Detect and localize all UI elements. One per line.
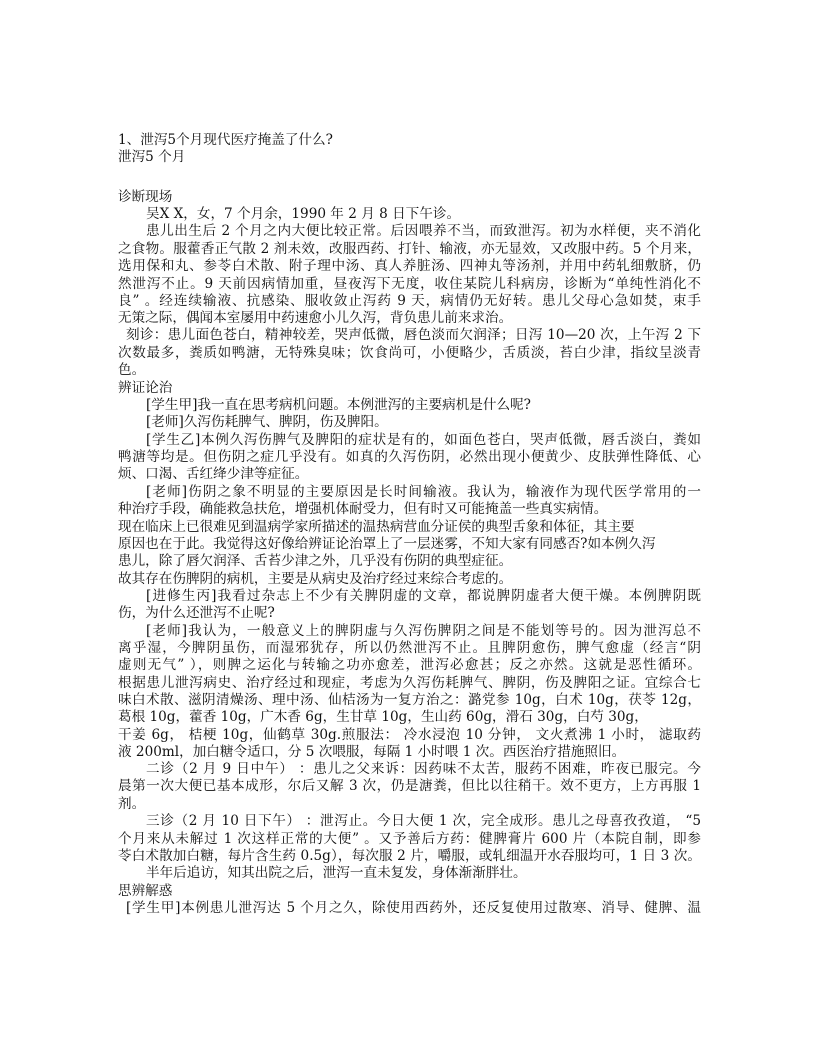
body-line: 半年后追访，知其出院之后，泄泻一直未复发，身体渐渐胖壮。: [146, 865, 527, 881]
body-line: 之食物。服藿香正气散 2 剂未效，改服西药、打针、输液，亦无显效，又改服中药。5 个月来，: [118, 241, 701, 257]
body-line: 剂。: [118, 796, 146, 812]
body-line: 苓白术散加白糖，每片含生药 0.5g），每次服 2 片，嚼服，或轧细温开水吞服均可，1 日 3 次。: [118, 848, 701, 864]
body-line: 三诊（2 月 10 日下午） ：泄泻止。今日大便 1 次，完全成形。患儿之母喜孜孜道， “5: [146, 813, 701, 829]
body-line: [老师]我认为，一般意义上的脾阴虚与久泻伤脾阴之间是不能划等号的。因为泄泻总不: [146, 623, 701, 639]
body-line: 诊断现场: [118, 189, 173, 205]
body-line: 辨证论治: [118, 380, 173, 396]
body-line: 晨第一次大便已基本成形，尔后又解 3 次，仍是溏粪，但比以往稍干。效不更方，上方再服 1: [118, 778, 701, 794]
body-line: 烦、口渴、舌红绛少津等症征。: [118, 466, 309, 482]
body-line: 选用保和丸、参苓白术散、附子理中汤、真人养脏汤、四神丸等汤剂，并用中药轧细敷脐，仍: [118, 258, 701, 274]
body-line: [学生甲]我一直在思考病机问题。本例泄泻的主要病机是什么呢?: [146, 397, 531, 413]
body-line: 患儿出生后 2 个月之内大便比较正常。后因喂养不当，而致泄泻。初为水样便，夹不消化: [146, 223, 701, 239]
body-line: 色。: [118, 362, 146, 378]
body-line: 二诊（2 月 9 日中午） ：患儿之父来诉：因药味不太苦，服药不困难，昨夜已服完。今: [146, 761, 701, 777]
body-line: 现在临床上已很难见到温病学家所描述的温热病营血分证侯的典型舌象和体征，其主要: [118, 519, 635, 535]
body-line: 原因也在于此。我觉得这好像给辨证论治罩上了一层迷雾，不知大家有同感否?如本例久泻: [118, 536, 656, 552]
body-line: 患儿，除了唇欠润泽、舌苔少津之外，几乎没有伤阴的典型症征。: [118, 553, 513, 569]
body-line: 味白术散、滋阴清燥汤、理中汤、仙桔汤为一复方治之：潞党参 10g，白术 10g，茯苓 12g，: [118, 692, 701, 708]
body-line: 个月来从未解过 1 次这样正常的大便” 。又予善后方药：健脾膏片 600 片（本院自制，即参: [118, 831, 701, 847]
body-line: 刻诊：患儿面色苍白，精神较差，哭声低微，唇色淡而欠润泽；日泻 10—20 次，上午泻 2 下: [126, 327, 701, 343]
body-line: 无策之际，偶闻本室屡用中药速愈小儿久泻，背负患儿前来求治。: [118, 310, 513, 326]
body-line: 伤，为什么还泄泻不止呢?: [118, 605, 275, 621]
body-line: 故其存在伤脾阴的病机，主要是从病史及治疗经过来综合考虑的。: [118, 571, 513, 587]
body-line: [老师]伤阴之象不明显的主要原因是长时间输液。我认为，输液作为现代医学常用的一: [146, 484, 701, 500]
body-line: 次数最多，粪质如鸭溏，无特殊臭味；饮食尚可，小便略少，舌质淡，苔白少津，指纹呈淡青: [118, 345, 701, 361]
article-subtitle: 泄泻5 个月: [118, 149, 186, 165]
body-line: 虚则无气” ），则脾之运化与转输之功亦愈差，泄泻必愈甚；反之亦然。这就是恶性循环。: [118, 657, 701, 673]
body-line: 种治疗手段，确能救急扶危，增强机体耐受力，但有时又可能掩盖一些真实病情。: [118, 501, 608, 517]
body-line: [进修生丙]我看过杂志上不少有关脾阴虚的文章，都说脾阴虚者大便干燥。本例脾阴既: [146, 588, 701, 604]
article-title: 1、泄泻5个月现代医疗掩盖了什么?: [118, 132, 333, 148]
body-line: 良” 。经连续输液、抗感染、服收敛止泻药 9 天，病情仍无好转。患儿父母心急如焚，束手: [118, 293, 701, 309]
body-line: 干姜 6g， 桔梗 10g，仙鹤草 30g.煎服法： 冷水浸泡 10 分钟， 文火煮沸 1 小时， 滤取药: [118, 727, 701, 743]
body-line: 液 200ml，加白糖令适口，分 5 次喂服，每隔 1 小时喂 1 次。西医治疗措施照旧。: [118, 744, 626, 760]
body-line: 离乎湿，今脾阴虽伤，而湿邪犹存，所以仍然泄泻不止。且脾阴愈伤，脾气愈虚（经言“阴: [118, 640, 701, 656]
body-line: 葛根 10g，藿香 10g，广木香 6g，生甘草 10g，生山药 60g，滑石 30g，白芍 30g，: [118, 709, 648, 725]
body-line: [学生甲]本例患儿泄泻达 5 个月之久，除使用西药外，还反复使用过散寒、消导、健脾、温: [126, 900, 701, 916]
body-line: 思辨解惑: [118, 883, 173, 899]
body-line: [学生乙]本例久泻伤脾气及脾阳的症状是有的，如面色苍白，哭声低微，唇舌淡白，粪如: [146, 432, 701, 448]
body-line: 吴X X，女，7 个月余，1990 年 2 月 8 日下午诊。: [146, 206, 461, 222]
body-line: 鸭溏等均是。但伤阴之症几乎没有。如真的久泻伤阴，必然出现小便黄少、皮肤弹性降低、心: [118, 449, 701, 465]
body-line: 根据患儿泄泻病史、治疗经过和现症，考虑为久泻伤耗脾气、脾阴，伤及脾阳之证。宜综合七: [118, 675, 701, 691]
body-line: 然泄泻不止。9 天前因病情加重，昼夜泻下无度，收住某院儿科病房，诊断为“单纯性消化不: [118, 276, 701, 292]
body-line: [老师]久泻伤耗脾气、脾阴，伤及脾阳。: [146, 414, 388, 430]
